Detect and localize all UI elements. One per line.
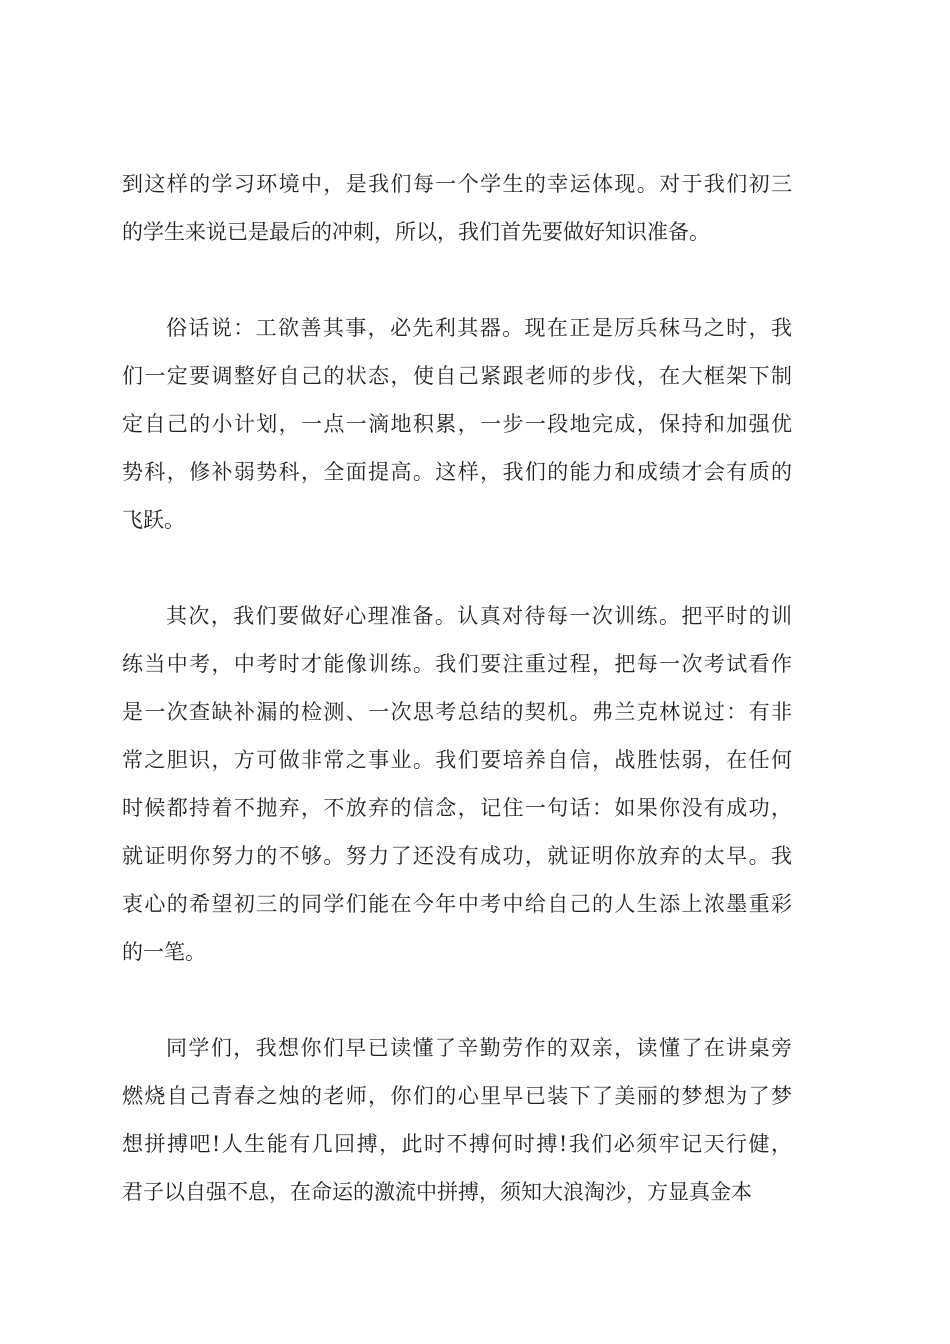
text-line: 的学生来说已是最后的冲刺，所以，我们首先要做好知识准备。 — [122, 220, 710, 244]
text-line: 就证明你努力的不够。努力了还没有成功，就证明你放弃的太早。我 — [122, 844, 792, 868]
text-line: 想拼搏吧!人生能有几回搏，此时不搏何时搏!我们必须牢记天行健， — [122, 1132, 792, 1156]
text-line: 俗话说：工欲善其事，必先利其器。现在正是厉兵秣马之时，我 — [166, 316, 792, 340]
text-line: 衷心的希望初三的同学们能在今年中考中给自己的人生添上浓墨重彩 — [122, 892, 792, 916]
paragraph-gap — [122, 256, 792, 304]
text-line: 练当中考，中考时才能像训练。我们要注重过程，把每一次考试看作 — [122, 652, 792, 676]
paragraph — [122, 160, 792, 256]
text-line: 到这样的学习环境中，是我们每一个学生的幸运体现。对于我们初三 — [122, 172, 792, 196]
paragraph — [122, 304, 792, 544]
document-body — [122, 160, 792, 1216]
text-line: 同学们，我想你们早已读懂了辛勤劳作的双亲，读懂了在讲桌旁 — [166, 1036, 792, 1060]
paragraph — [122, 592, 792, 976]
text-line: 时候都持着不抛弃，不放弃的信念，记住一句话：如果你没有成功， — [122, 796, 792, 820]
text-line: 常之胆识，方可做非常之事业。我们要培养自信，战胜怯弱，在任何 — [122, 748, 792, 772]
text-line: 是一次查缺补漏的检测、一次思考总结的契机。弗兰克林说过：有非 — [122, 700, 792, 724]
text-line: 定自己的小计划，一点一滴地积累，一步一段地完成，保持和加强优 — [122, 412, 792, 436]
text-line: 飞跃。 — [122, 508, 185, 532]
paragraph-gap — [122, 976, 792, 1024]
text-line: 们一定要调整好自己的状态，使自己紧跟老师的步伐，在大框架下制 — [122, 364, 792, 388]
text-line: 君子以自强不息，在命运的激流中拼搏，须知大浪淘沙，方显真金本 — [122, 1180, 752, 1204]
text-line: 的一笔。 — [122, 940, 206, 964]
paragraph-gap — [122, 544, 792, 592]
text-line: 其次，我们要做好心理准备。认真对待每一次训练。把平时的训 — [166, 604, 792, 628]
paragraph — [122, 1024, 792, 1216]
text-line: 势科，修补弱势科，全面提高。这样，我们的能力和成绩才会有质的 — [122, 460, 792, 484]
text-line: 燃烧自己青春之烛的老师，你们的心里早已装下了美丽的梦想为了梦 — [122, 1084, 792, 1108]
